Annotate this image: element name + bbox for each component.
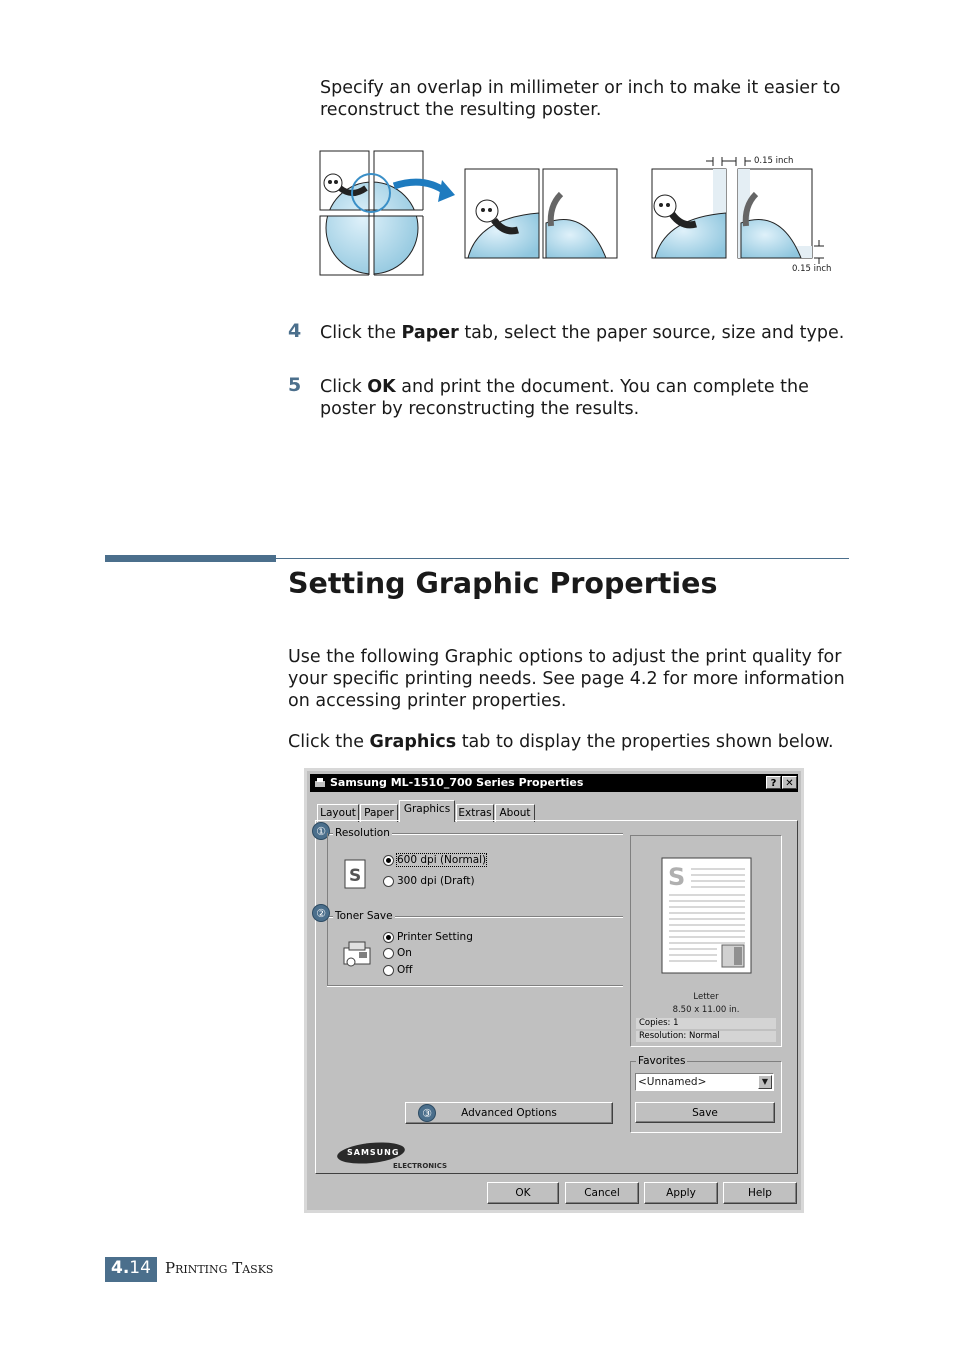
svg-text:S: S: [668, 863, 686, 891]
step-text: Click OK and print the document. You can complete the poster by reconstructing the results.: [320, 377, 809, 419]
overlap-top-label: 0.15 inch: [754, 156, 794, 166]
close-title-button[interactable]: ✕: [782, 776, 797, 789]
preview-resolution: Resolution: Normal: [636, 1031, 776, 1042]
toner-on-radio[interactable]: [383, 948, 394, 959]
step-text: Click the Paper tab, select the paper source, size and type.: [320, 323, 845, 343]
toner-group-bottom: [327, 985, 623, 987]
section-title: Setting Graphic Properties: [288, 567, 718, 600]
chapter-number: 4.: [111, 1258, 130, 1278]
resolution-icon: [344, 859, 366, 893]
tab-paper[interactable]: Paper: [360, 804, 398, 822]
resolution-300-radio[interactable]: [383, 876, 394, 887]
toner-on-label[interactable]: On: [397, 947, 412, 959]
reconstructed-poster-right: [543, 169, 617, 258]
dialog-titlebar: [310, 774, 798, 792]
chevron-down-icon[interactable]: ▼: [758, 1075, 772, 1089]
toner-off-label[interactable]: Off: [397, 964, 413, 976]
tab-graphics[interactable]: Graphics: [399, 800, 455, 822]
printer-properties-dialog: [304, 768, 804, 1213]
preview-size: 8.50 x 11.00 in.: [672, 1005, 740, 1015]
running-footer-title: Printing Tasks: [165, 1259, 274, 1277]
favorites-select[interactable]: [635, 1073, 774, 1091]
help-button[interactable]: Help: [723, 1182, 797, 1204]
tab-extras[interactable]: Extras: [456, 804, 494, 822]
overlap-poster-left: [652, 169, 726, 258]
poster-grid-tiles: [320, 151, 424, 276]
step-number: 5: [288, 374, 302, 396]
favorites-label: Favorites: [638, 1055, 686, 1067]
svg-text:S: S: [349, 866, 362, 886]
overlap-paragraph: Specify an overlap in millimeter or inch to make it easier to reconstruct the resulting poster.: [320, 78, 841, 120]
ok-button[interactable]: OK: [487, 1182, 559, 1204]
page-number: 14: [129, 1258, 151, 1278]
toner-printer-setting-label[interactable]: Printer Setting: [397, 931, 473, 943]
poster-overlap-illustration: [318, 148, 838, 280]
cancel-button[interactable]: Cancel: [565, 1182, 639, 1204]
graphics-tab-instruction: Click the Graphics tab to display the properties shown below.: [288, 732, 834, 752]
tab-about[interactable]: About: [495, 804, 535, 822]
advanced-options-button[interactable]: Advanced Options: [405, 1102, 613, 1124]
dialog-title: Samsung ML-1510_700 Series Properties: [330, 776, 584, 789]
callout-2: ②: [312, 904, 330, 922]
callout-1: ①: [312, 822, 330, 840]
save-favorite-button[interactable]: Save: [635, 1102, 775, 1123]
reconstructed-poster-left: [465, 169, 539, 258]
printer-icon: [314, 777, 326, 789]
preview-copies: Copies: 1: [636, 1018, 776, 1029]
overlap-right-label: 0.15 inch: [792, 264, 832, 274]
resolution-600-label[interactable]: 600 dpi (Normal): [397, 854, 487, 866]
callout-3: ③: [418, 1104, 436, 1122]
help-title-button[interactable]: ?: [766, 776, 781, 789]
overlap-poster-right: [738, 169, 812, 258]
resolution-600-radio[interactable]: [383, 855, 394, 866]
toner-save-label: Toner Save: [335, 910, 393, 922]
toner-printer-setting-radio[interactable]: [383, 932, 394, 943]
section-rule-thick: [105, 555, 276, 562]
page-preview-image: [661, 857, 753, 979]
toner-cartridge-icon: [341, 938, 373, 974]
samsung-logo-text: SAMSUNG: [347, 1148, 400, 1157]
tab-layout[interactable]: Layout: [317, 804, 359, 822]
preview-paper: Letter: [693, 992, 719, 1002]
section-intro: Use the following Graphic options to adjust the print quality for your specific printing needs. See page 4.2 for more information on accessing printer properties.: [288, 647, 845, 711]
step-number: 4: [288, 320, 302, 342]
favorites-value: <Unnamed>: [638, 1076, 707, 1088]
resolution-label: Resolution: [335, 827, 390, 839]
section-rule-thin: [276, 558, 849, 559]
page-number-badge: [105, 1257, 157, 1282]
apply-button[interactable]: Apply: [644, 1182, 718, 1204]
resolution-300-label[interactable]: 300 dpi (Draft): [397, 875, 475, 887]
samsung-electronics-text: ELECTRONICS: [393, 1162, 448, 1170]
toner-off-radio[interactable]: [383, 965, 394, 976]
